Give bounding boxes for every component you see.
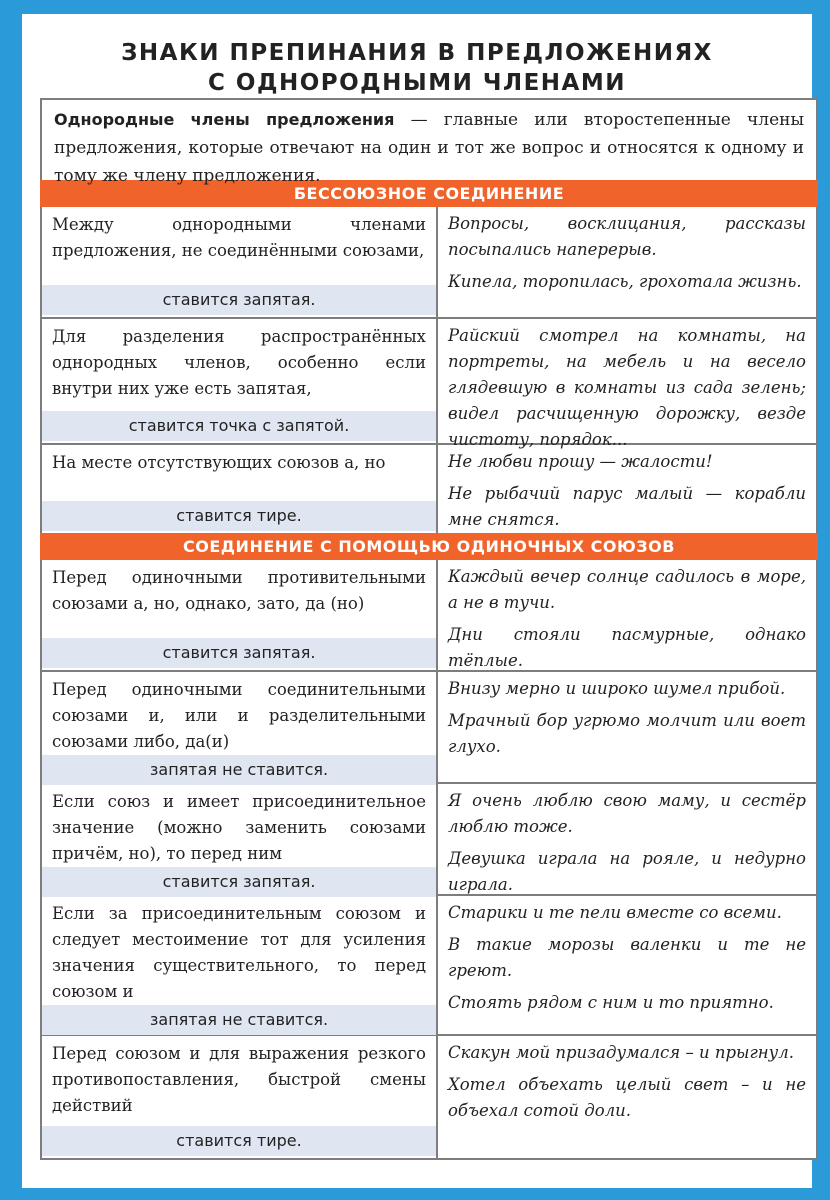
table-row bbox=[42, 207, 816, 317]
examples-cell bbox=[438, 207, 816, 317]
rule-text: запятая не ставится. bbox=[42, 1005, 436, 1035]
rule-text: ставится запятая. bbox=[42, 638, 436, 668]
condition-text: Перед одиночными соединительными союзами и, или и разделительными союзами либо, да(и) bbox=[52, 680, 426, 751]
table-row bbox=[42, 670, 816, 782]
example-text: Старики и те пели вместе со всеми. bbox=[448, 903, 782, 922]
condition-cell bbox=[42, 784, 438, 894]
rule-text: ставится тире. bbox=[42, 501, 436, 531]
examples-cell bbox=[438, 445, 816, 533]
examples-cell bbox=[438, 672, 816, 782]
example-text: Внизу мерно и широко шумел прибой. bbox=[448, 679, 786, 698]
condition-text: Для разделения распространённых однородных членов, особенно если внутри них уже есть запятая, bbox=[52, 327, 426, 398]
table-row bbox=[42, 443, 816, 533]
example-text: Хотел объехать целый свет – и не объехал сотой доли. bbox=[448, 1075, 806, 1120]
condition-cell bbox=[42, 445, 438, 533]
intro-text: — главные или второстепенные члены предложения, которые отвечают на один и тот же вопрос и относятся к одному и тому же члену предложения. bbox=[54, 110, 804, 186]
example-text: Дни стояли пасмурные, однако тёплые. bbox=[448, 625, 806, 670]
condition-text: Перед одиночными противительными союзами а, но, однако, зато, да (но) bbox=[52, 568, 426, 613]
condition-cell bbox=[42, 207, 438, 317]
condition-cell bbox=[42, 1036, 438, 1158]
table-row bbox=[42, 317, 816, 449]
rules-table bbox=[40, 98, 818, 1160]
example-text: Стоять рядом с ним и то приятно. bbox=[448, 993, 774, 1012]
condition-text: Если союз и имеет присоединительное значение (можно заменить союзами причём, но), то перед ним bbox=[52, 792, 426, 863]
rule-text: запятая не ставится. bbox=[42, 755, 436, 785]
examples-cell bbox=[438, 1036, 816, 1158]
section-heading-single-conjunctions: СОЕДИНЕНИЕ С ПОМОЩЬЮ ОДИНОЧНЫХ СОЮЗОВ bbox=[40, 533, 818, 560]
condition-cell bbox=[42, 560, 438, 670]
example-text: Райский смотрел на комнаты, на портреты, на мебель и на весело глядевшую в комнаты из сада зелень; видел расчищенную дорожку, везде чистоту, порядок... bbox=[448, 326, 806, 449]
condition-cell bbox=[42, 672, 438, 782]
rule-text: ставится запятая. bbox=[42, 867, 436, 897]
example-text: Кипела, торопилась, грохотала жизнь. bbox=[448, 272, 802, 291]
rule-text: ставится точка с запятой. bbox=[42, 411, 436, 441]
table-row bbox=[42, 560, 816, 670]
condition-text: Если за присоединительным союзом и следует местоимение тот для усиления значения существительного, то перед союзом и bbox=[52, 904, 426, 1001]
example-text: Я очень люблю свою маму, и сестёр люблю тоже. bbox=[448, 791, 806, 836]
example-text: Скакун мой призадумался – и прыгнул. bbox=[448, 1043, 794, 1062]
rule-text: ставится запятая. bbox=[42, 285, 436, 315]
example-text: Не любви прошу — жалости! bbox=[448, 452, 713, 471]
intro-term: Однородные члены предложения bbox=[54, 110, 395, 129]
example-text: Вопросы, восклицания, рассказы посыпались наперерыв. bbox=[448, 214, 806, 259]
example-text: В такие морозы валенки и те не греют. bbox=[448, 935, 806, 980]
examples-cell bbox=[438, 319, 816, 449]
example-text: Девушка играла на рояле, и недурно играла. bbox=[448, 849, 806, 894]
examples-cell bbox=[438, 560, 816, 670]
example-text: Каждый вечер солнце садилось в море, а не в тучи. bbox=[448, 567, 806, 612]
example-text: Мрачный бор угрюмо молчит или воет глухо. bbox=[448, 711, 806, 756]
condition-cell bbox=[42, 319, 438, 443]
example-text: Не рыбачий парус малый — корабли мне снятся. bbox=[448, 484, 806, 529]
table-row bbox=[42, 782, 816, 894]
title-line-1: ЗНАКИ ПРЕПИНАНИЯ В ПРЕДЛОЖЕНИЯХ bbox=[121, 40, 713, 66]
poster-card bbox=[22, 14, 812, 1188]
intro-definition bbox=[42, 100, 816, 186]
condition-cell bbox=[42, 896, 438, 1034]
page-title bbox=[22, 38, 812, 98]
condition-text: Между однородными членами предложения, не соединёнными союзами, bbox=[52, 215, 426, 260]
condition-text: Перед союзом и для выражения резкого противопоставления, быстрой смены действий bbox=[52, 1044, 426, 1115]
examples-cell bbox=[438, 784, 816, 894]
condition-text: На месте отсутствующих союзов а, но bbox=[52, 453, 386, 472]
table-row bbox=[42, 1034, 816, 1158]
table-row bbox=[42, 894, 816, 1034]
section-heading-asyndetic: БЕССОЮЗНОЕ СОЕДИНЕНИЕ bbox=[40, 180, 818, 207]
rule-text: ставится тире. bbox=[42, 1126, 436, 1156]
title-line-2: С ОДНОРОДНЫМИ ЧЛЕНАМИ bbox=[208, 70, 626, 96]
examples-cell bbox=[438, 896, 816, 1034]
